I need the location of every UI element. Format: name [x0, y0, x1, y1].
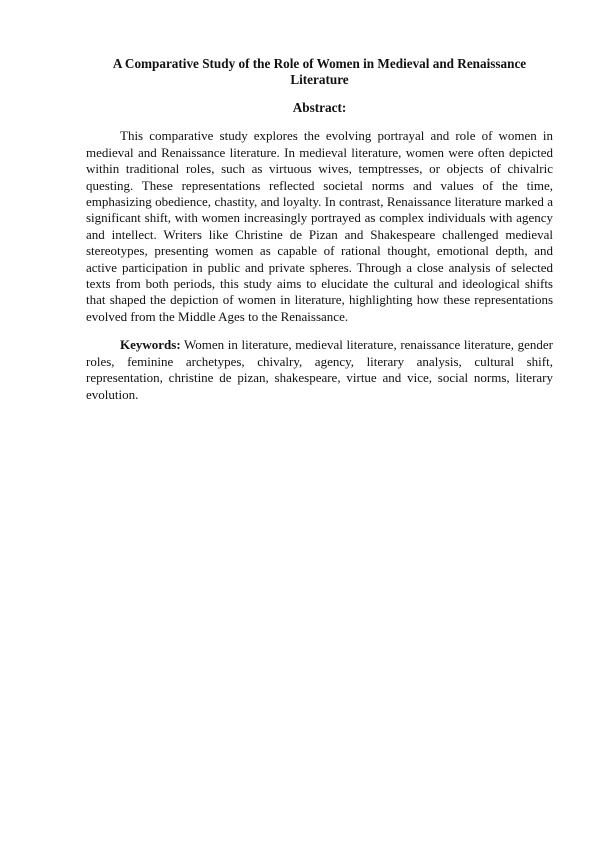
document-page: [86, 56, 553, 403]
document-title: A Comparative Study of the Role of Women in Medieval and Renaissance Literature: [112, 56, 527, 88]
abstract-heading: Abstract:: [292, 100, 347, 116]
keywords-text: Women in literature, medieval literature, renaissance literature, gender roles, feminine archetypes, chivalry, agency, literary analysis, cultural shift, representation, christine de pizan, shakespeare, virtue and vice, social norms, literary evolution.: [86, 337, 553, 402]
keywords-paragraph: [86, 337, 553, 403]
keywords-label: Keywords:: [120, 337, 181, 353]
abstract-paragraph: This comparative study explores the evolving portrayal and role of women in medieval and Renaissance literature. In medieval literature, women were often depicted within traditional roles, such as virtuous wives, temptresses, or objects of chivalric questing. These representations reflected societal norms and values of the time, emphasizing obedience, chastity, and loyalty. In contrast, Renaissance literature marked a significant shift, with women increasingly portrayed as complex individuals with agency and intellect. Writers like Christine de Pizan and Shakespeare challenged medieval stereotypes, presenting women as capable of rational thought, emotional depth, and active participation in public and private spheres. Through a close analysis of selected texts from both periods, this study aims to elucidate the cultural and ideological shifts that shaped the depiction of women in literature, highlighting how these representations evolved from the Middle Ages to the Renaissance.: [86, 128, 553, 324]
